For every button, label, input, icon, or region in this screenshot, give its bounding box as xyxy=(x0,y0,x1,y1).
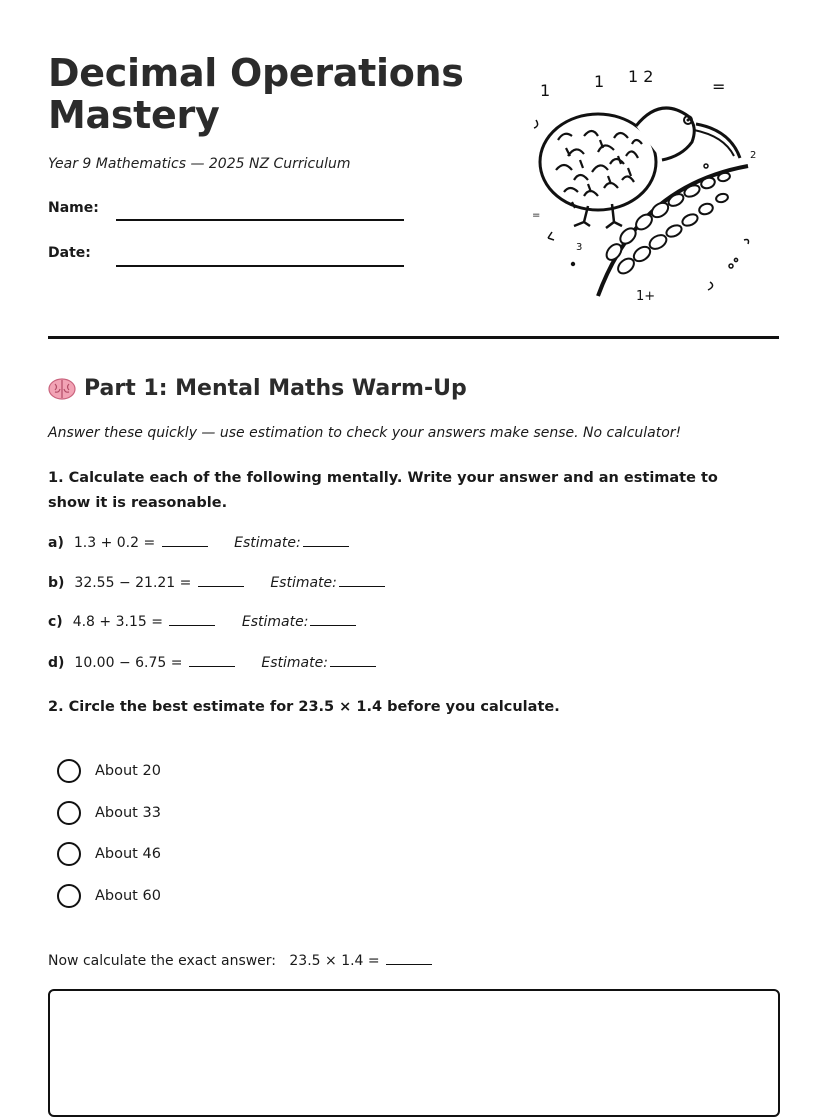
question-1a xyxy=(48,535,349,551)
exact-answer-blank[interactable] xyxy=(386,953,432,965)
option-label: About 20 xyxy=(95,763,161,779)
item-label: a) xyxy=(48,535,64,551)
item-label: d) xyxy=(48,655,65,671)
exact-answer-prompt xyxy=(48,953,432,969)
option-radio[interactable] xyxy=(57,842,81,866)
date-label: Date: xyxy=(48,245,91,261)
kiwi-fern-illustration xyxy=(528,60,768,310)
date-field[interactable] xyxy=(116,265,404,267)
option-radio[interactable] xyxy=(57,759,81,783)
worksheet-subtitle: Year 9 Mathematics — 2025 NZ Curriculum xyxy=(48,156,351,172)
question-1: 1. Calculate each of the following mentally. Write your answer and an estimate to show it is reasonable. xyxy=(48,470,718,511)
worksheet-title xyxy=(48,52,464,136)
title-line-1: Decimal Operations xyxy=(48,51,464,95)
title-line-2: Mastery xyxy=(48,93,220,137)
question-1d xyxy=(48,655,376,671)
estimate-blank[interactable] xyxy=(330,655,376,667)
item-expression: 4.8 + 3.15 = xyxy=(72,614,163,630)
doodle-12: 1 2 xyxy=(628,67,654,86)
estimate-option-1[interactable] xyxy=(57,759,161,783)
estimate-label: Estimate: xyxy=(234,535,301,551)
name-label: Name: xyxy=(48,200,99,216)
part1-heading xyxy=(48,374,467,402)
option-label: About 46 xyxy=(95,846,161,862)
estimate-blank[interactable] xyxy=(303,535,349,547)
question-1c xyxy=(48,614,356,630)
estimate-label: Estimate: xyxy=(261,655,328,671)
question-2: 2. Circle the best estimate for 23.5 × 1.4 before you calculate. xyxy=(48,699,560,715)
doodle-3: 3 xyxy=(576,242,583,253)
header-divider xyxy=(48,336,779,339)
estimate-option-4[interactable] xyxy=(57,884,161,908)
answer-blank[interactable] xyxy=(198,575,244,587)
part1-title: Part 1: Mental Maths Warm-Up xyxy=(84,375,467,401)
estimate-blank[interactable] xyxy=(339,575,385,587)
question-1b xyxy=(48,575,385,591)
doodle-2: 2 xyxy=(750,150,757,161)
doodle-mark: 1 xyxy=(540,81,551,100)
estimate-option-2[interactable] xyxy=(57,801,161,825)
exact-label: Now calculate the exact answer: xyxy=(48,953,277,969)
estimate-blank[interactable] xyxy=(310,614,356,626)
doodle-1plus: 1+ xyxy=(636,289,656,304)
item-label: c) xyxy=(48,614,63,630)
brain-icon xyxy=(48,374,76,402)
option-radio[interactable] xyxy=(57,884,81,908)
estimate-label: Estimate: xyxy=(270,575,337,591)
name-field[interactable] xyxy=(116,219,404,221)
answer-blank[interactable] xyxy=(169,614,215,626)
working-box[interactable] xyxy=(48,989,780,1117)
item-expression: 10.00 − 6.75 = xyxy=(74,655,183,671)
doodle-equals: = xyxy=(712,77,726,96)
doodle-equals-2: = xyxy=(532,210,541,221)
estimate-label: Estimate: xyxy=(241,614,309,630)
answer-blank[interactable] xyxy=(189,655,235,667)
option-radio[interactable] xyxy=(57,801,81,825)
option-label: About 33 xyxy=(95,805,161,821)
part1-intro: Answer these quickly — use estimation to check your answers make sense. No calculator! xyxy=(48,425,682,441)
item-expression: 1.3 + 0.2 = xyxy=(73,535,156,551)
exact-expression: 23.5 × 1.4 = xyxy=(289,953,380,969)
doodle-1: 1 xyxy=(594,72,605,91)
item-expression: 32.55 − 21.21 = xyxy=(74,575,192,591)
estimate-option-3[interactable] xyxy=(57,842,161,866)
item-label: b) xyxy=(48,575,65,591)
option-label: About 60 xyxy=(95,888,161,904)
answer-blank[interactable] xyxy=(162,535,208,547)
